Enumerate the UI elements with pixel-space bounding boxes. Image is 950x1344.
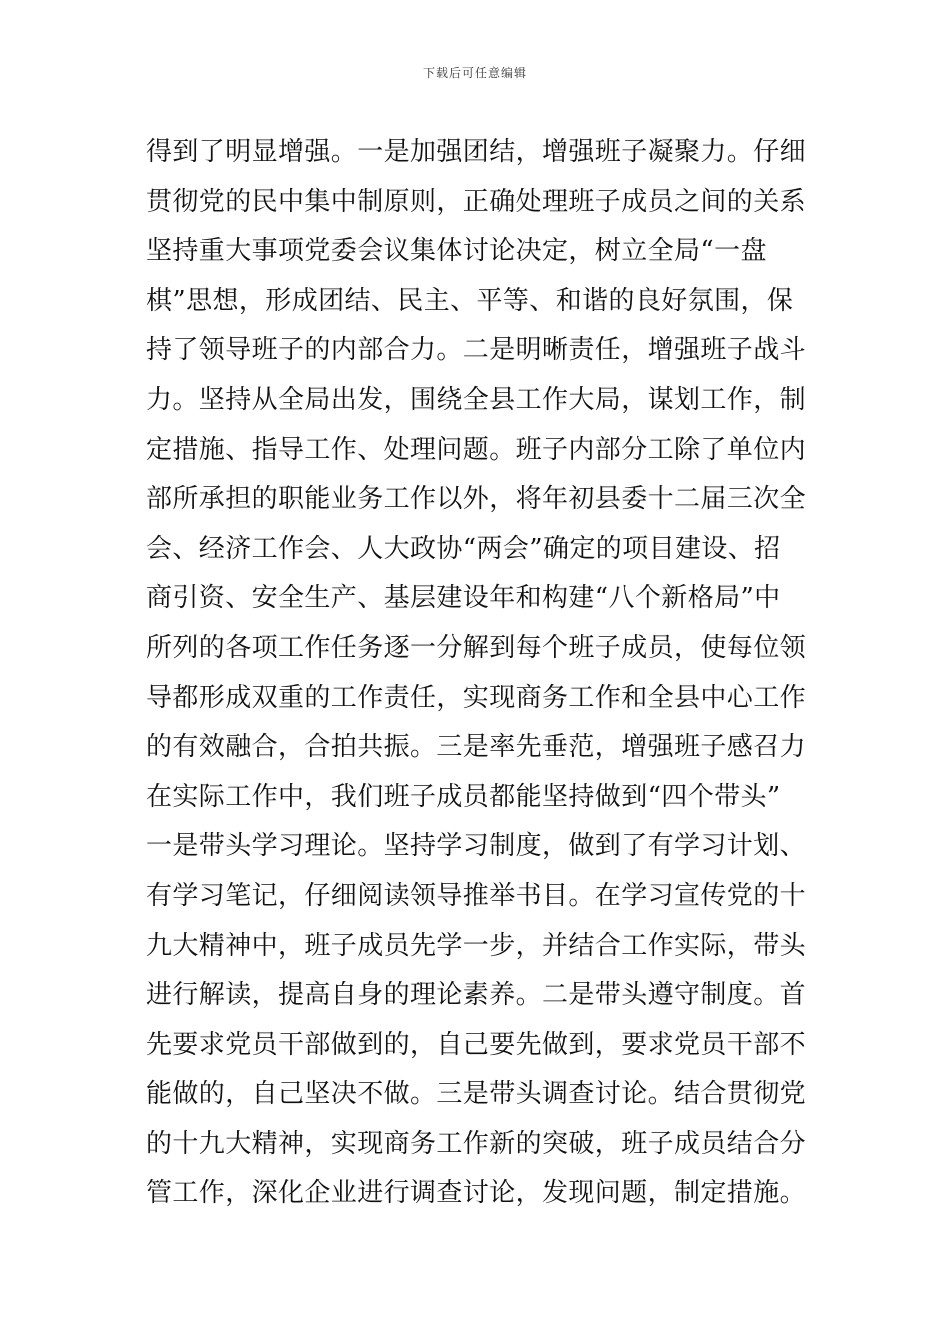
text-line: 棋”思想，形成团结、民主、平等、和谐的良好氛围，保 xyxy=(146,285,794,316)
text-line: 进行解读，提高自身的理论素养。二是带头遵守制度。首 xyxy=(146,980,807,1011)
text-line: 力。坚持从全局出发，围绕全县工作大局，谋划工作，制 xyxy=(146,384,807,415)
text-line: 管工作，深化企业进行调查讨论，发现问题，制定措施。 xyxy=(146,1178,807,1209)
text-line: 贯彻党的民中集中制原则，正确处理班子成员之间的关系 xyxy=(146,186,807,217)
text-line: 的十九大精神，实现商务工作新的突破，班子成员结合分 xyxy=(146,1128,807,1159)
text-line: 能做的，自己坚决不做。三是带头调查讨论。结合贯彻党 xyxy=(146,1079,807,1110)
text-line: 一是带头学习理论。坚持学习制度，做到了有学习计划、 xyxy=(146,831,807,862)
body-text xyxy=(146,128,810,1219)
text-line: 商引资、安全生产、基层建设年和构建“八个新格局”中 xyxy=(146,583,781,614)
text-line: 先要求党员干部做到的，自己要先做到，要求党员干部不 xyxy=(146,1029,807,1060)
text-line: 的有效融合，合拍共振。三是率先垂范，增强班子感召力 xyxy=(146,732,807,763)
text-line: 会、经济工作会、人大政协“两会”确定的项目建设、招 xyxy=(146,533,781,564)
text-line: 九大精神中，班子成员先学一步，并结合工作实际，带头 xyxy=(146,930,807,961)
text-line: 在实际工作中，我们班子成员都能坚持做到“四个带头” xyxy=(146,781,781,812)
text-line: 坚持重大事项党委会议集体讨论决定，树立全局“一盘 xyxy=(146,236,767,267)
text-line: 定措施、指导工作、处理问题。班子内部分工除了单位内 xyxy=(146,434,807,465)
text-line: 导都形成双重的工作责任，实现商务工作和全县中心工作 xyxy=(146,682,807,713)
text-line: 得到了明显增强。一是加强团结，增强班子凝聚力。仔细 xyxy=(146,137,807,167)
header-note: 下载后可任意编辑 xyxy=(422,66,527,80)
text-line: 所列的各项工作任务逐一分解到每个班子成员，使每位领 xyxy=(146,632,807,663)
text-line: 部所承担的职能业务工作以外，将年初县委十二届三次全 xyxy=(146,484,807,515)
text-line: 持了领导班子的内部合力。二是明晰责任，增强班子战斗 xyxy=(146,335,807,366)
text-line: 有学习笔记，仔细阅读领导推举书目。在学习宣传党的十 xyxy=(146,880,807,911)
